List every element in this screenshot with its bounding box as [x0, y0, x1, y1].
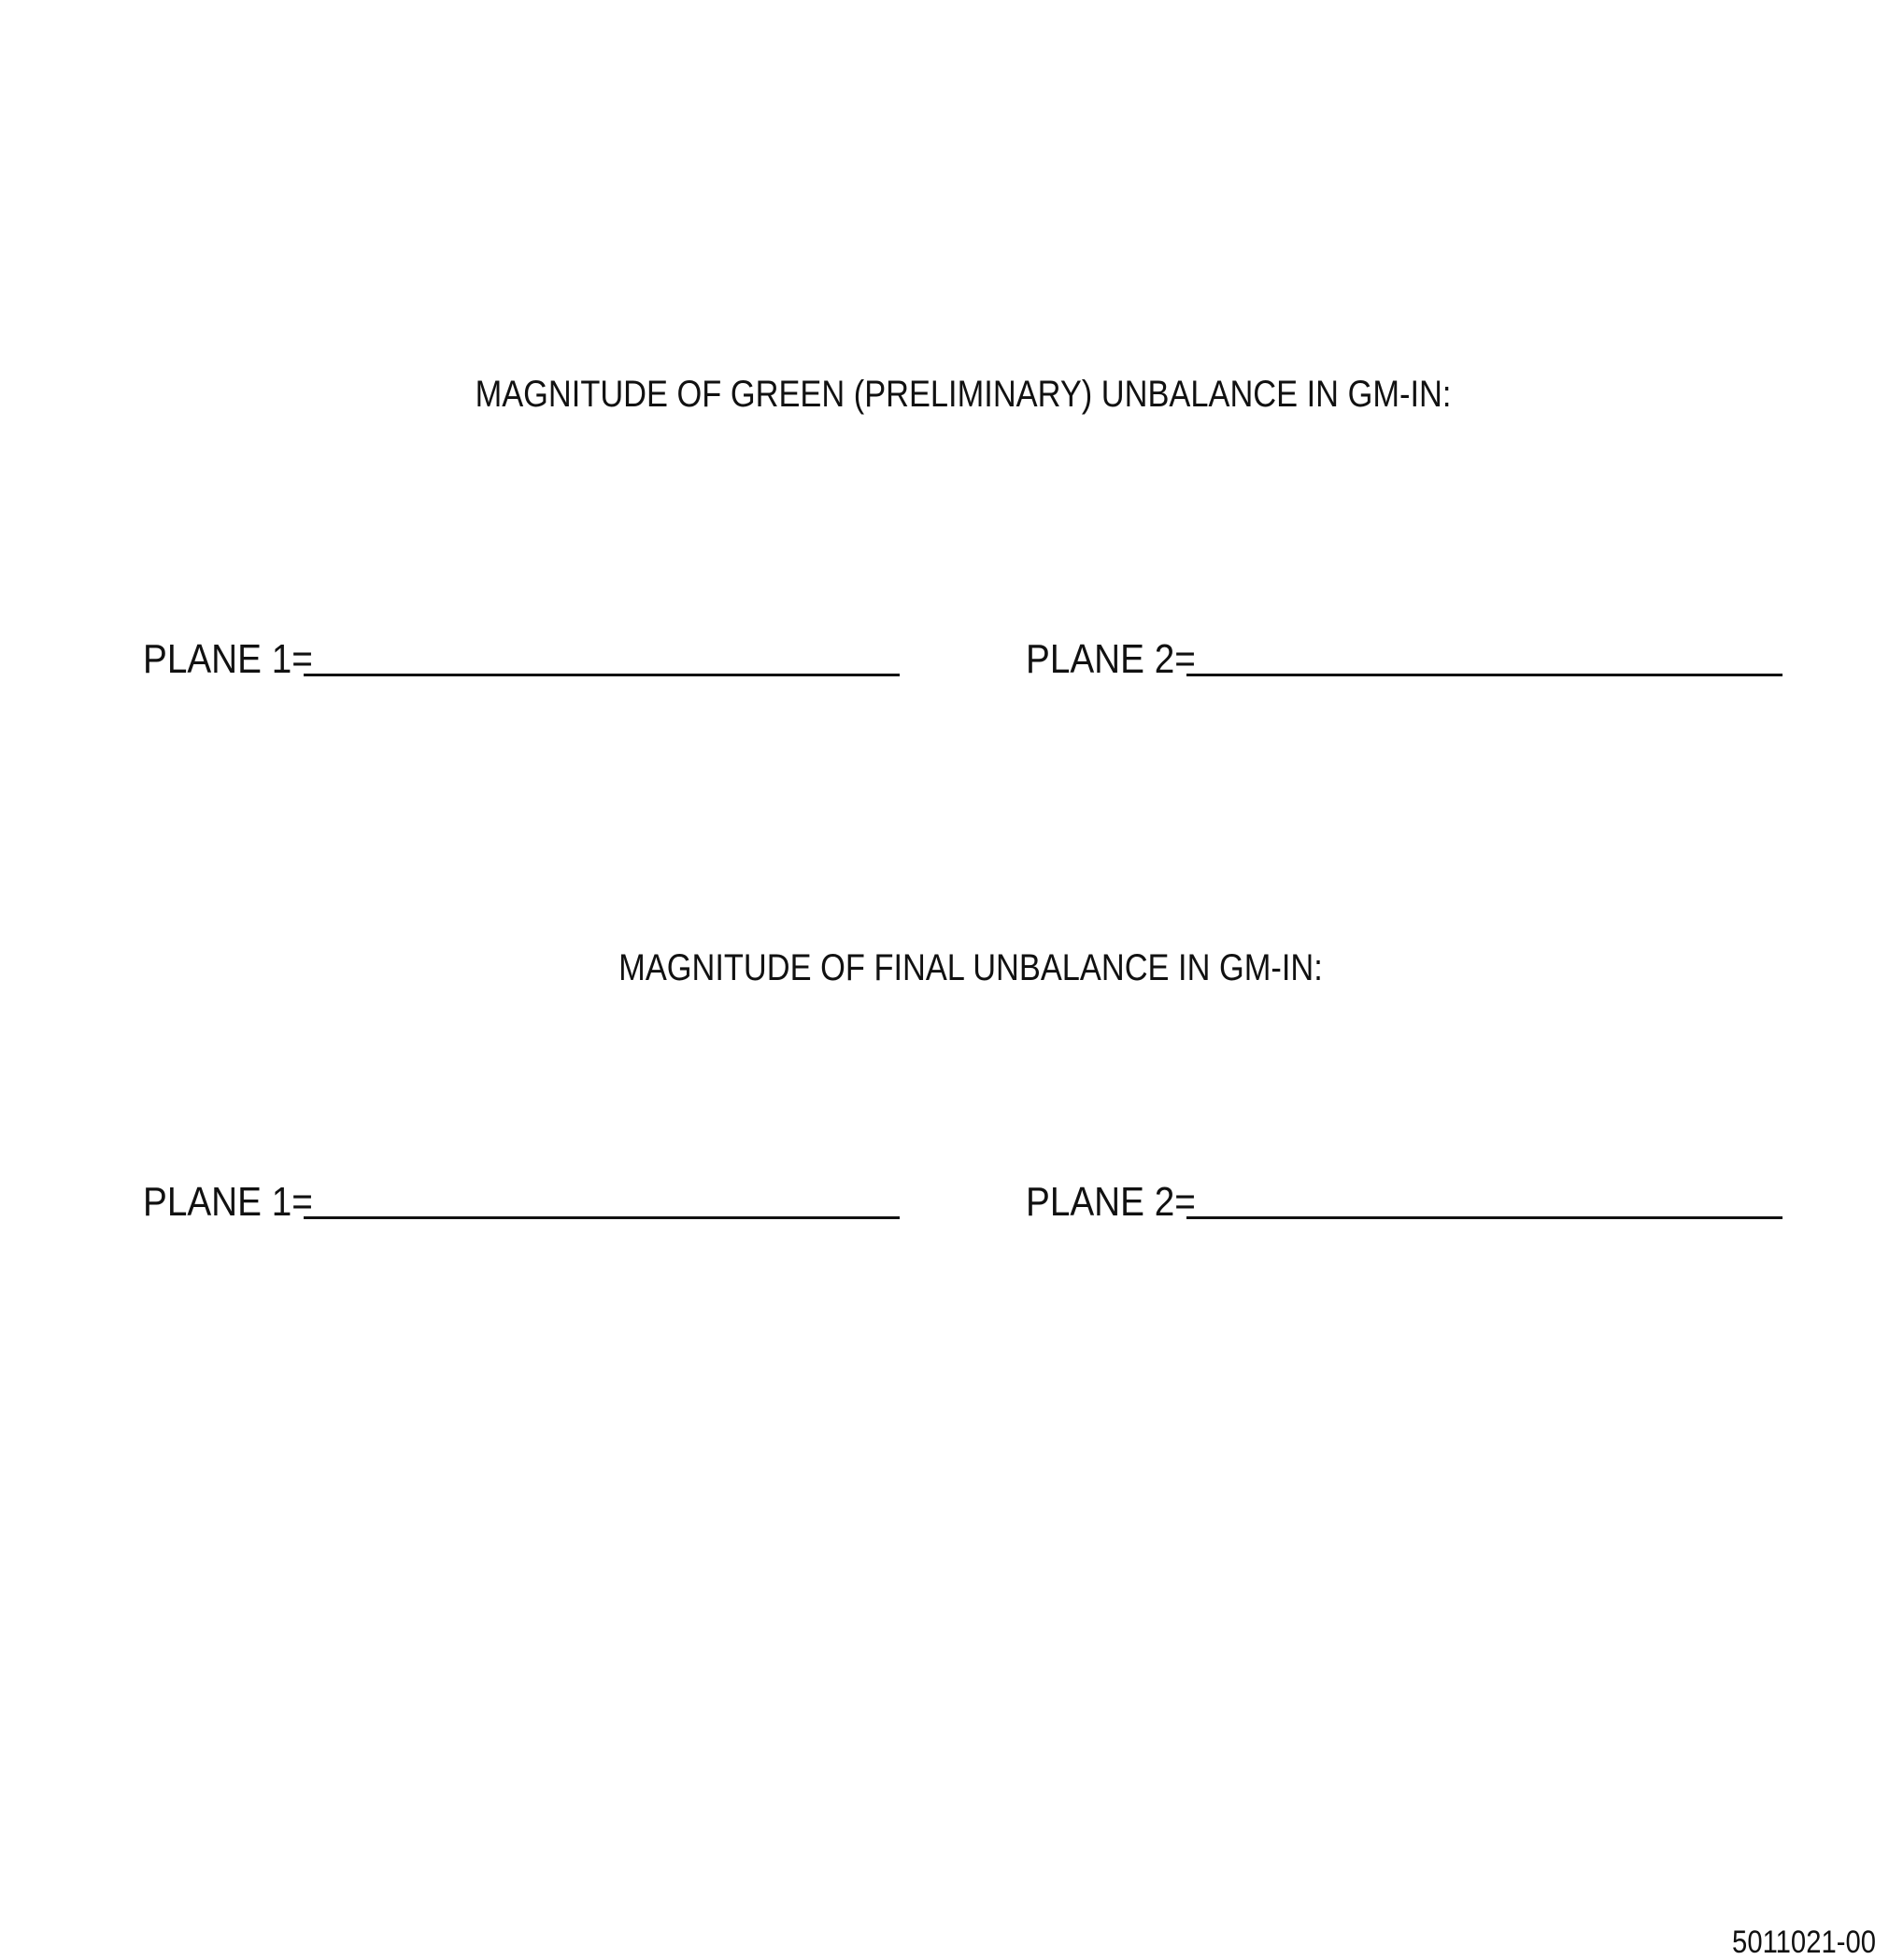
final-plane-1-blank[interactable] [304, 1216, 900, 1219]
green-plane-2-blank[interactable] [1186, 674, 1782, 676]
green-plane-1-blank[interactable] [304, 674, 900, 676]
final-plane-1-field [143, 1170, 900, 1226]
green-unbalance-heading: MAGNITUDE OF GREEN (PRELIMINARY) UNBALANCE IN GM-IN: [475, 374, 1452, 415]
green-plane-2-label: PLANE 2= [1026, 636, 1196, 682]
green-plane-1-label: PLANE 1= [143, 636, 313, 682]
final-plane-2-blank[interactable] [1186, 1216, 1782, 1219]
final-unbalance-heading: MAGNITUDE OF FINAL UNBALANCE IN GM-IN: [618, 947, 1323, 988]
final-plane-1-label: PLANE 1= [143, 1179, 313, 1225]
document-number: 5011021-00 [1732, 1924, 1876, 1960]
green-plane-2-field [1026, 627, 1782, 683]
final-plane-2-label: PLANE 2= [1026, 1179, 1196, 1225]
green-plane-1-field [143, 627, 900, 683]
final-plane-2-field [1026, 1170, 1782, 1226]
